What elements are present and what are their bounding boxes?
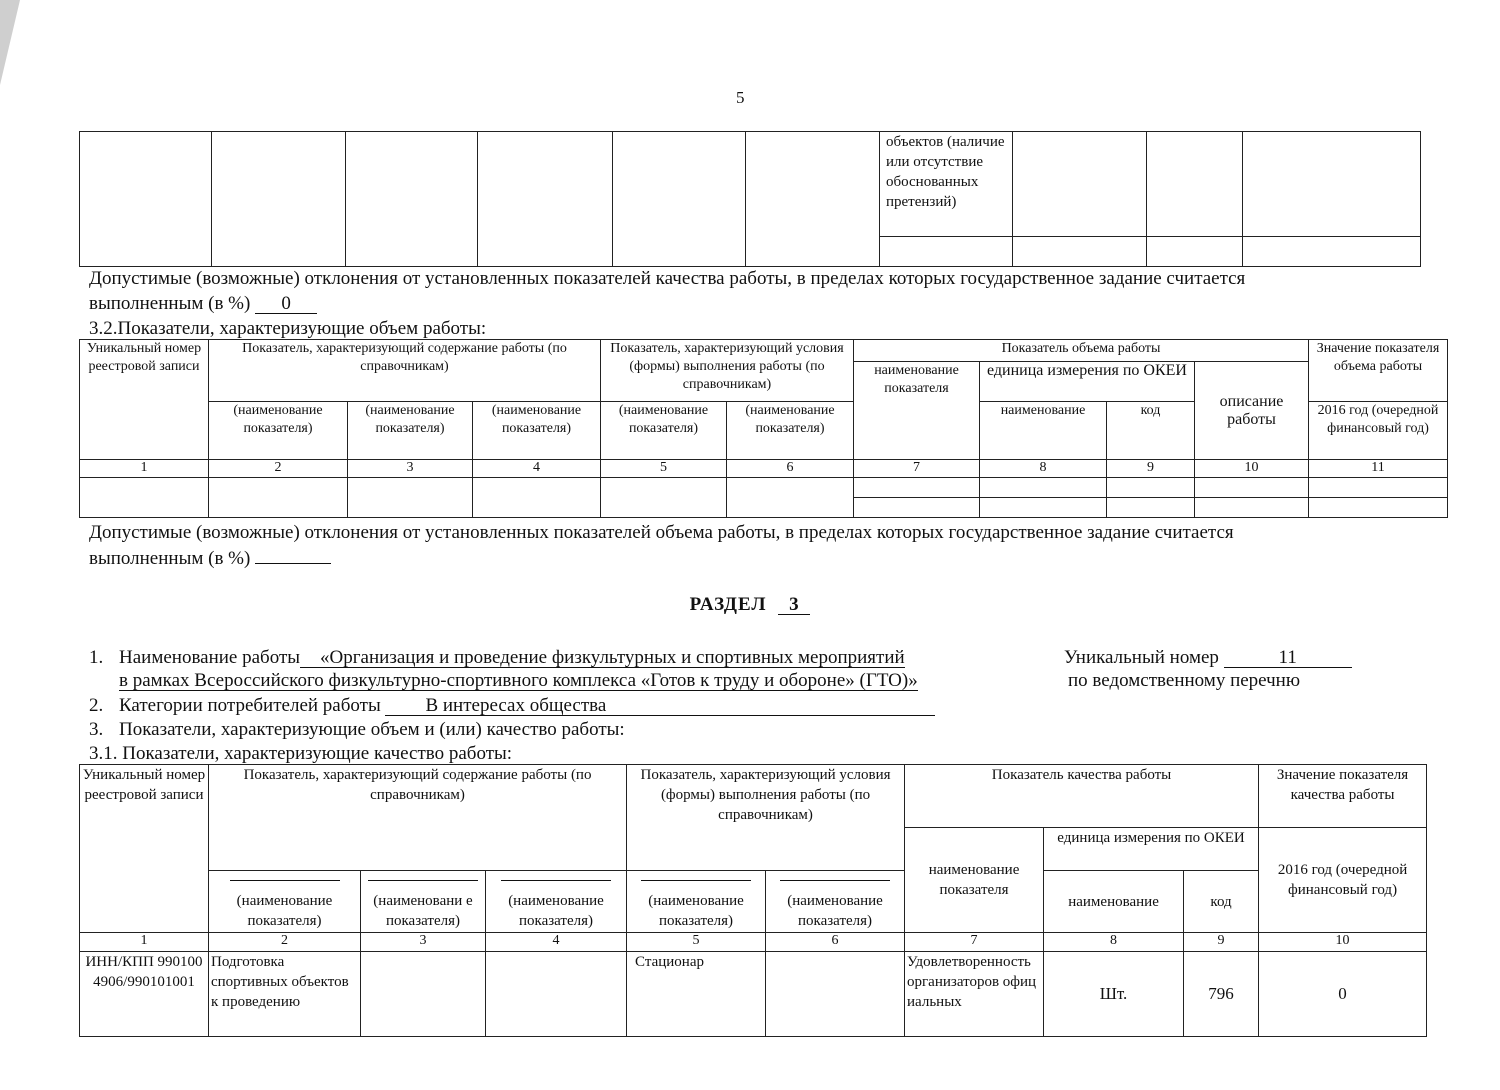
table-cell [80,478,209,518]
value-cell: 0 [1259,951,1427,1036]
consumers-value [385,696,935,716]
column-number: 8 [980,460,1107,478]
sub-underline [230,879,340,881]
table-cell [1107,478,1195,498]
table-cell [209,478,348,518]
year-header: 2016 год (очередной финансовый год) [1259,827,1427,933]
table-cell [1195,498,1309,518]
conditions-subheader [766,870,905,933]
work-name-value: «Организация и проведение физкультурных и спортивных мероприятий [320,647,905,668]
unit-header: единица измерения по ОКЕИ [1044,827,1259,870]
unique-number-label: Уникальный номер [1064,647,1219,668]
volume-deviation-text: Допустимые (возможные) отклонения от установленных показателей объема работы, в пределах которых государственное задание считается [89,522,1234,543]
unit-code-cell: 796 [1184,951,1259,1036]
content-indicator-header: Показатель, характеризующий содержание работы (по справочникам) [209,340,601,402]
unit-header: единица измерения по ОКЕИ [980,362,1195,402]
table-cell [880,236,1013,266]
volume-value-header: Значение показателя объема работы [1309,340,1448,402]
table-cell [980,478,1107,498]
section-heading [0,594,1500,616]
consumers-line [89,694,935,717]
indicator-name-cell: Удовлетворенность организаторов официальных [905,951,1044,1036]
quality-deviation-label: выполненным (в %) [89,293,251,314]
table-cell [1147,132,1243,237]
list-number: 1. [89,647,104,668]
work-name-line [89,646,905,669]
work-description-header: описание работы [1195,362,1309,460]
table-cell [1309,478,1448,498]
sub-underline [641,879,751,881]
unit-name-header: наименование [1044,870,1184,933]
conditions-subheader [627,870,766,933]
work-name-continuation [119,669,918,692]
list-number: 2. [89,695,104,716]
unique-number-header: Уникальный номер реестровой записи [80,765,209,933]
table-cell [746,132,880,267]
consumers-value-text: В интересах общества [425,695,607,716]
table-cell [1309,498,1448,518]
column-number: 11 [1309,460,1448,478]
unit-name-header: наименование [980,402,1107,460]
volume-deviation-value [255,563,331,564]
column-number: 1 [80,460,209,478]
section-label: РАЗДЕЛ [689,594,767,615]
work-name-label: Наименование работы [119,647,301,668]
indicator-name-cell: объектов (наличие или отсутствие обоснованных претензий) [880,132,1013,237]
table-cell [486,951,627,1036]
table-cell [980,498,1107,518]
column-number: 5 [627,933,766,951]
column-number: 3 [348,460,473,478]
column-number: 7 [854,460,980,478]
content-subheader-text: (наименовани е показателя) [373,892,473,929]
table-cell [613,132,746,267]
page-number: 5 [736,88,745,107]
sub-underline [780,879,890,881]
table-cell [348,478,473,518]
quality-deviation-value: 0 [255,294,317,314]
quality-deviation-text: Допустимые (возможные) отклонения от установленных показателей качества работы, в пределах которых государственное задание считается [89,268,1246,289]
unique-number-line [1064,646,1352,669]
table-cell [473,478,601,518]
unique-number-subtitle: по ведомственному перечню [1068,670,1301,691]
condition-cell: Стационар [627,951,766,1036]
column-number: 2 [209,460,348,478]
table-cell [1147,236,1243,266]
quality-deviation-line [89,292,317,315]
quality-table [79,764,1427,1037]
content-subheader-text: (наименование показателя) [508,892,604,929]
unit-code-header: код [1184,870,1259,933]
column-number: 3 [361,933,486,951]
indicator-name-header: наименование показателя [905,827,1044,933]
conditions-subheader: (наименование показателя) [727,402,854,460]
content-subheader: (наименование показателя) [473,402,601,460]
column-number: 10 [1259,933,1427,951]
column-number: 4 [473,460,601,478]
unique-number-cell: ИНН/КПП 9901004906/990101001 [80,951,209,1036]
sub-underline [501,879,611,881]
year-header: 2016 год (очередной финансовый год) [1309,402,1448,460]
unique-number-value: 11 [1224,648,1352,668]
content-subheader-text: (наименование показателя) [236,892,333,929]
unit-code-header: код [1107,402,1195,460]
conditions-indicator-header: Показатель, характеризующий условия (формы) выполнения работы (по справочникам) [601,340,854,402]
content-indicator-header: Показатель, характеризующий содержание работы (по справочникам) [209,765,627,871]
conditions-indicator-header: Показатель, характеризующий условия (формы) выполнения работы (по справочникам) [627,765,905,871]
table-cell [346,132,478,267]
table-cell [1195,478,1309,498]
column-number: 5 [601,460,727,478]
top-continuation-table [79,131,1421,267]
volume-table [79,339,1448,518]
volume-deviation-label: выполненным (в %) [89,548,251,569]
column-number: 10 [1195,460,1309,478]
work-name-value-2: в рамках Всероссийского физкультурно-спортивного комплекса «Готов к труду и обороне» (ГТО)» [119,670,918,691]
unit-name-cell: Шт. [1044,951,1184,1036]
column-number: 2 [209,933,361,951]
content-subheader [361,870,486,933]
indicators-label: Показатели, характеризующие объем и (или) качество работы: [119,719,625,740]
column-number: 6 [727,460,854,478]
column-number: 7 [905,933,1044,951]
consumers-label: Категории потребителей работы [119,695,381,716]
table-cell [854,478,980,498]
table-cell [80,132,212,267]
table-cell [1013,236,1147,266]
conditions-subheader-text: (наименование показателя) [787,892,883,929]
column-number: 9 [1107,460,1195,478]
column-number: 9 [1184,933,1259,951]
volume-indicator-header: Показатель объема работы [854,340,1309,362]
content-subheader: (наименование показателя) [209,402,348,460]
column-number: 1 [80,933,209,951]
column-number: 4 [486,933,627,951]
table-cell [478,132,613,267]
quality-indicator-header: Показатель качества работы [905,765,1259,828]
quality-heading: 3.1. Показатели, характеризующие качество работы: [89,743,513,764]
table-cell [212,132,346,267]
blank-underline [300,648,320,668]
content-cell: Подготовка спортивных объектов к проведению [209,951,361,1036]
quality-value-header: Значение показателя качества работы [1259,765,1427,828]
column-number: 6 [766,933,905,951]
content-subheader [209,870,361,933]
indicator-name-header: наименование показателя [854,362,980,460]
table-cell [1107,498,1195,518]
table-cell [601,478,727,518]
section-number: 3 [778,595,810,615]
table-cell [1243,132,1421,237]
table-cell [854,498,980,518]
volume-heading: 3.2.Показатели, характеризующие объем работы: [89,318,487,339]
sub-underline [368,879,478,881]
folded-corner [0,0,20,85]
conditions-subheader-text: (наименование показателя) [648,892,744,929]
volume-deviation-line [89,547,331,570]
content-subheader: (наименование показателя) [348,402,473,460]
unique-number-header: Уникальный номер реестровой записи [80,340,209,460]
content-subheader [486,870,627,933]
conditions-subheader: (наименование показателя) [601,402,727,460]
table-cell [727,478,854,518]
indicators-line [89,718,625,741]
list-number: 3. [89,719,104,740]
table-cell [766,951,905,1036]
table-cell [1013,132,1147,237]
table-cell [1243,236,1421,266]
column-number: 8 [1044,933,1184,951]
table-cell [361,951,486,1036]
